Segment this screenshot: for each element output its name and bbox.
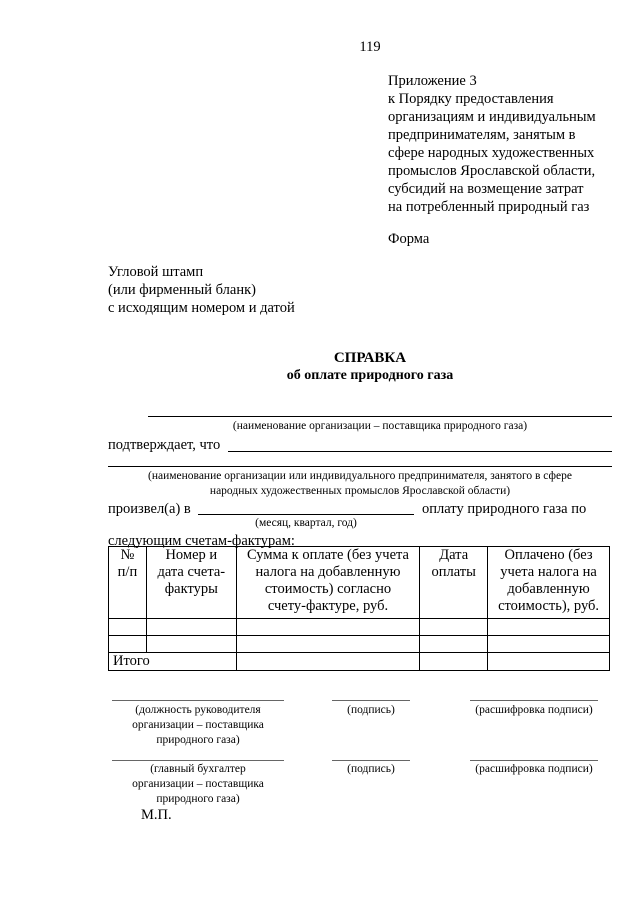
stamp-line: (или фирменный бланк)	[108, 282, 256, 298]
appendix-line: предпринимателям, занятым в	[388, 127, 576, 143]
total-label: Итого	[109, 653, 237, 671]
head-decoding-caption: (расшифровка подписи)	[475, 704, 593, 716]
recipient-caption-1: (наименование организации или индивидуального предпринимателя, занятого в сфере	[148, 470, 572, 482]
head-signature-line	[332, 700, 410, 701]
appendix-block	[388, 72, 640, 216]
confirms-fill-line	[228, 451, 612, 452]
confirms-text: подтверждает, что	[108, 437, 221, 453]
appendix-line: промыслов Ярославской области,	[388, 163, 596, 179]
accountant-decoding-line	[470, 760, 598, 761]
document-subtitle: об оплате природного газа	[286, 368, 454, 383]
accountant-caption: (главный бухгалтер организации – поставщика природного газа)	[132, 763, 264, 805]
form-label: Форма	[388, 231, 430, 247]
made-prefix: произвел(а) в	[108, 501, 191, 517]
recipient-caption-2: народных художественных промыслов Ярославской области)	[209, 485, 511, 497]
head-position-line	[112, 700, 284, 701]
period-fill-line	[198, 514, 414, 515]
page-number: 119	[359, 39, 381, 55]
appendix-line: организациям и индивидуальным	[388, 109, 596, 125]
appendix-line: Приложение 3	[388, 73, 477, 89]
table-row	[109, 636, 610, 653]
made-suffix: оплату природного газа по	[422, 501, 587, 517]
table-row	[109, 619, 610, 636]
stamp-block	[108, 263, 295, 317]
document-title: СПРАВКА	[333, 350, 407, 366]
appendix-line: сфере народных художественных	[388, 145, 595, 161]
table-total-row	[109, 653, 610, 671]
header-cell-paid: Оплачено (без учета налога на добавленную стоимость), руб.	[488, 547, 610, 619]
appendix-line: субсидий на возмещение затрат	[388, 181, 584, 197]
stamp-line: Угловой штамп	[108, 264, 204, 280]
header-cell-invoice: Номер и дата счета- фактуры	[146, 547, 236, 619]
invoices-text: следующим счетам-фактурам:	[108, 533, 295, 549]
accountant-signature-caption: (подпись)	[347, 763, 395, 775]
accountant-signature-line	[332, 760, 410, 761]
recipient-name-line	[108, 466, 612, 467]
seal-label: М.П.	[141, 807, 172, 823]
header-cell-payment-date: Дата оплаты	[420, 547, 488, 619]
table-header-row	[109, 547, 610, 619]
head-decoding-line	[470, 700, 598, 701]
head-caption: (должность руководителя организации – поставщика природного газа)	[132, 704, 264, 746]
accountant-decoding-caption: (расшифровка подписи)	[475, 763, 593, 775]
appendix-line: на потребленный природный газ	[388, 199, 590, 215]
supplier-name-line	[148, 416, 612, 417]
supplier-caption: (наименование организации – поставщика природного газа)	[232, 420, 528, 432]
invoices-table	[108, 546, 610, 671]
header-cell-amount-due: Сумма к оплате (без учета налога на добавленную стоимость) согласно счету-фактуре, руб.	[236, 547, 420, 619]
period-caption: (месяц, квартал, год)	[255, 517, 357, 529]
header-cell-number: № п/п	[109, 547, 147, 619]
stamp-line: с исходящим номером и датой	[108, 300, 295, 316]
appendix-line: к Порядку предоставления	[388, 91, 554, 107]
head-signature-caption: (подпись)	[347, 704, 395, 716]
accountant-position-line	[112, 760, 284, 761]
